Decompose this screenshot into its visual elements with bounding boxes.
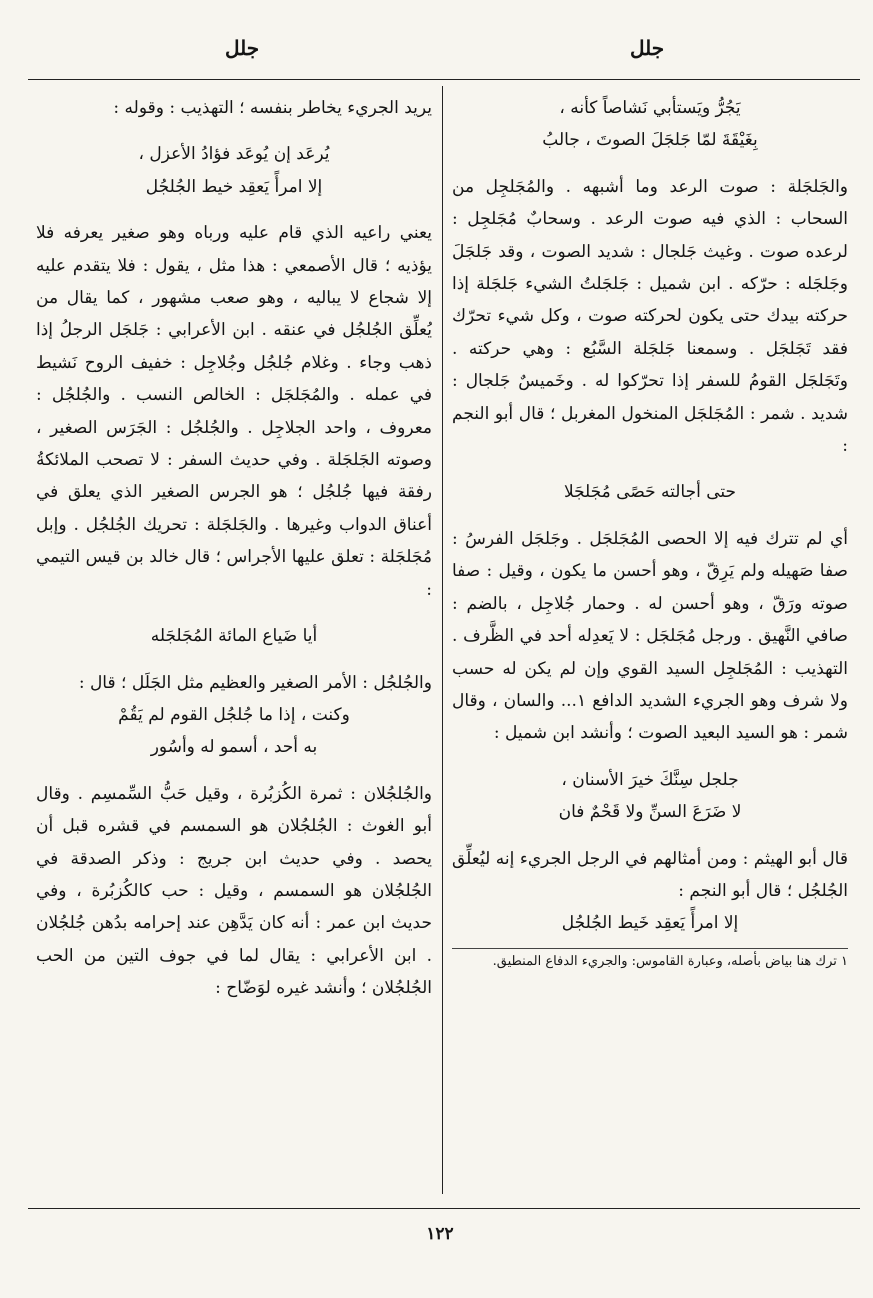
verse-line: إلا امرأً يَعقِد خيط الجُلجُل xyxy=(145,176,323,197)
spacer xyxy=(36,764,432,778)
verse-line: يَجُرُّ ويَستأبي نَشاصاً كأنه ، xyxy=(559,98,741,118)
right-header-word: جلل xyxy=(630,36,665,60)
spacer xyxy=(36,124,432,138)
footnote: ١ ترك هنا بياض بأصله، وعبارة القاموس: والجريء الدفاع المنطيق. xyxy=(492,953,848,969)
verse-line: يُرعَد إن يُوعَد فؤادُ الأعزل ، xyxy=(138,144,330,165)
spacer xyxy=(36,606,432,620)
paragraph: قال أبو الهيثم : ومن أمثالهم في الرجل الجريء إنه ليُعلِّق الجُلجُل ؛ قال أبو النجم : xyxy=(452,848,848,901)
verse-line: لا ضَرَعَ السنِّ ولا قَحْمٌ فان xyxy=(558,802,742,823)
verse-line: به أحد ، أسمو له وأسُور xyxy=(150,737,318,758)
paragraph: والجُلجُل : الأمر الصغير والعظيم مثل الجَلَل ؛ قال : xyxy=(78,672,432,693)
spacer xyxy=(452,750,848,764)
footer-rule xyxy=(28,1208,860,1209)
spacer xyxy=(452,157,848,171)
spacer xyxy=(36,653,432,667)
verse-line: بِغَيْقَةَ لمّا جَلجَلَ الصوتَ ، جالبُ xyxy=(542,130,758,151)
paragraph: أي لم تترك فيه إلا الحصى المُجَلجَل . وجَلجَل الفرسُ : صفا صَهيله ولم يَرِقّ ، وهو أحسن ما يكون ، وقيل : صفا صوته ورَقّ ، وهو أحسن له . وحمار جُلاجِل ، بالضم : صافي النَّهيق . ورجل مُجَلجَل : لا يَعدِله أحد في الظَّرف . التهذيب : المُجَلجِل السيد القوي وإن لم يكن له حسب ولا شرف وهو الجريء الشديد الدافع ١... والسان ، وقال شمر : هو السيد البعيد الصوت ؛ وأنشد ابن شميل : xyxy=(452,528,848,744)
spacer xyxy=(452,462,848,476)
verse-line: إلا امرأً يَعقِد خَيط الجُلجُل xyxy=(561,913,739,934)
left-column xyxy=(36,92,432,1198)
verse-line: أيا ضَياع المائة المُجَلجَله xyxy=(150,626,318,647)
paragraph: يعني راعيه الذي قام عليه ورباه وهو صغير يعرفه فلا يؤذيه ؛ قال الأصمعي : هذا مثل ، يقول : فلا يتقدم عليه إلا شجاع لا يباليه ، وهو صعب مشهور ، كما يقال من يُعلِّق الجُلجُل في عنقه . ابن الأعرابي : جَلجَل الرجلُ إذا ذهب وجاء . وغلام جُلجُل وجُلاجِل : خفيف الروح نَشيط في عمله . والمُجَلجَل : الخالص النسب . والجُلجُل : معروف ، واحد الجلاجِل . والجُلجُل : الجَرَس الصغير ، وصوته الجَلجَلة . وفي حديث السفر : لا تصحب الملائكةُ رفقة فيها جُلجُل ؛ هو الجرس الصغير الذي يعلق في أعناق الدواب وغيرها . والجَلجَلة : تحريك الجُلجُل . وإبل مُجَلجَلة : تعلق عليها الأجراس ؛ قال خالد بن قيس التيمي : xyxy=(36,223,432,600)
paragraph: يريد الجريء يخاطر بنفسه ؛ التهذيب : وقوله : xyxy=(113,98,432,118)
verse-line: حتى أجالته حَصًى مُجَلجَلا xyxy=(563,482,737,503)
right-column xyxy=(452,92,848,1188)
spacer xyxy=(452,509,848,523)
paragraph: والجَلجَلة : صوت الرعد وما أشبهه . والمُجَلجِل من السحاب : الذي فيه صوت الرعد . وسحابٌ مُجَلجِل : لرعده صوت . وغيث جَلجال : شديد الصوت ، وقد جَلجَلَ وجَلجَله : حرّكه . ابن شميل : جَلجَلتُ الشيء جَلجَلة إذا حركته بيدك حتى يكون لحركته صوت ، وكل شيء تحرّك فقد تَجَلجَل . وسمعنا جَلجَلة السَّبُع : وهي حركته . وتَجَلجَل القومُ للسفر إذا تحرّكوا له . وخَميسٌ جَلجال : شديد . شمر : المُجَلجَل المنخول المغربل ؛ قال أبو النجم : xyxy=(452,176,848,457)
page-header xyxy=(0,30,873,76)
column-divider xyxy=(442,86,443,1194)
spacer xyxy=(36,203,432,217)
verse-line: جلجل سِنَّكَ خيرَ الأسنان ، xyxy=(561,769,739,790)
paragraph: والجُلجُلان : ثمرة الكُزبُرة ، وقيل حَبُّ السِّمسِم . وقال أبو الغوث : الجُلجُلان هو السمسم في قشره قبل أن يحصد . وفي حديث ابن جريج : وذكر الصدقة في الجُلجُلان هو السمسم ، وقيل : حب كالكُزبُرة ، وفي حديث ابن عمر : أنه كان يَدَّهِن عند إحرامه بدُهن جُلجُلان . ابن الأعرابي : يقال لما في جوف التين من الحب الجُلجُلان ؛ وأنشد غيره لوَضّاح : xyxy=(36,783,432,999)
header-rule xyxy=(28,79,860,80)
verse-line: وكنت ، إذا ما جُلجُل القوم لم يَقُمْ xyxy=(118,704,350,725)
spacer xyxy=(452,829,848,843)
left-header-word: جلل xyxy=(225,36,260,60)
page-number: ١٢٢ xyxy=(426,1224,454,1244)
